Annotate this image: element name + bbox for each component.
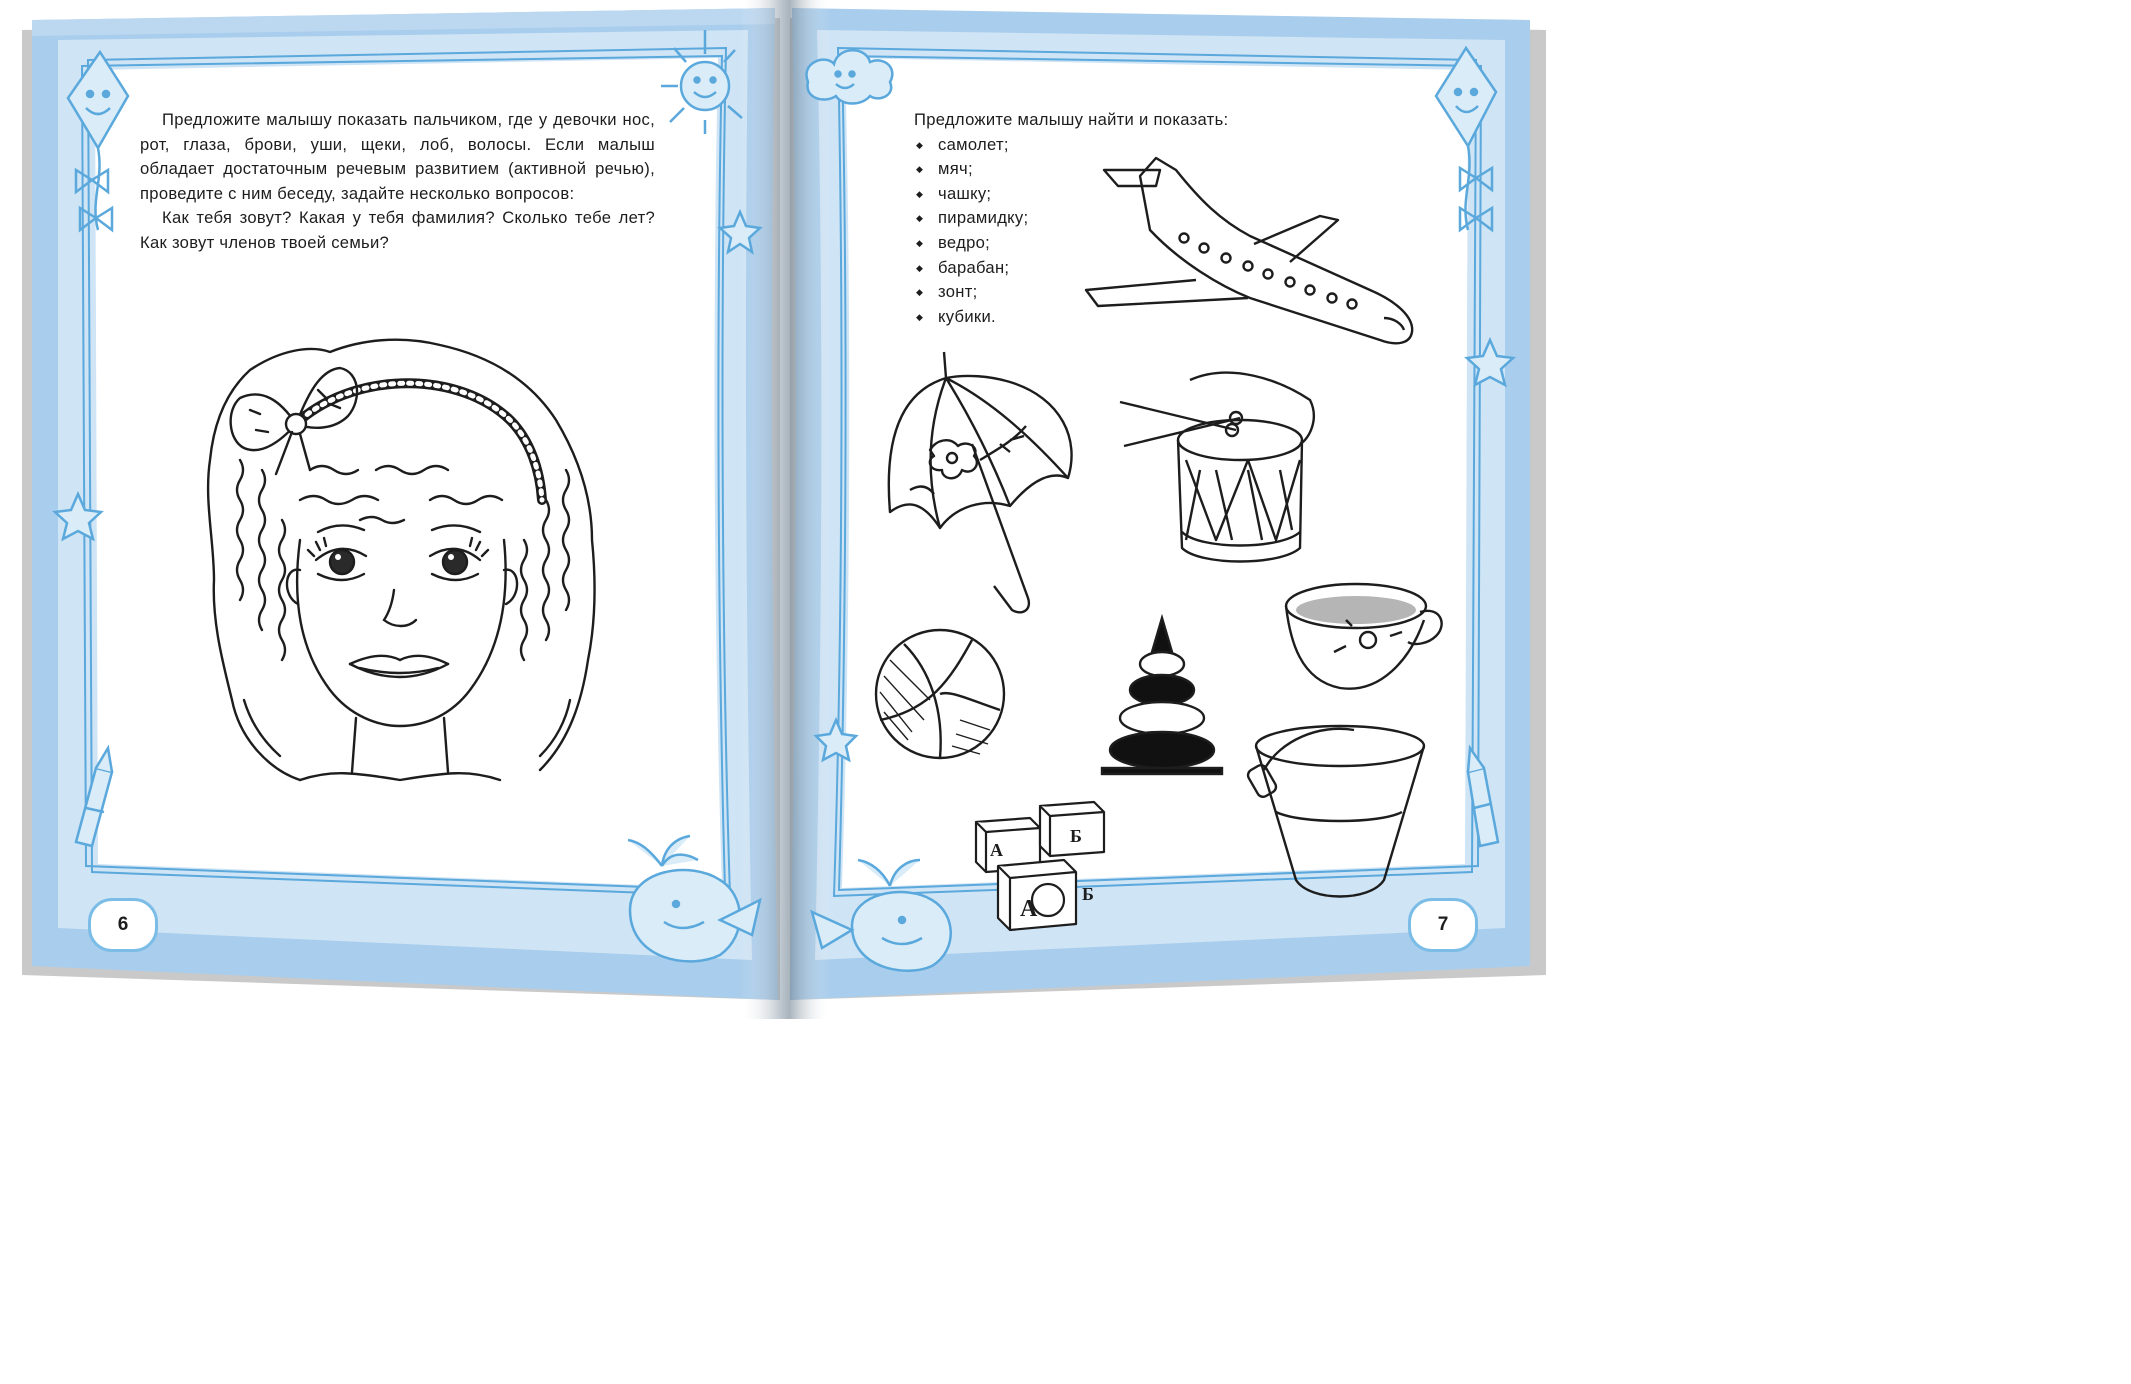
left-questions-paragraph: Как тебя зовут? Какая у тебя фамилия? Сколько тебе лет? Как зовут членов твоей семьи? <box>140 208 655 252</box>
right-intro-paragraph: Предложите малышу найти и показать: <box>914 110 1229 129</box>
block-letter: Б <box>1082 884 1094 904</box>
right-page-text <box>914 108 1334 329</box>
block-letter: Б <box>1070 826 1082 846</box>
items-list <box>914 133 1334 330</box>
list-item: ◆ пирамидку; <box>914 206 1334 231</box>
gutter-shadow <box>740 0 830 1019</box>
block-letter: А <box>990 840 1003 860</box>
list-item: ◆ зонт; <box>914 280 1334 305</box>
left-page-text <box>140 108 655 256</box>
list-item: ◆ самолет; <box>914 133 1334 158</box>
page-number-label: 6 <box>117 914 129 935</box>
list-item: ◆ чашку; <box>914 182 1334 207</box>
list-item: ◆ барабан; <box>914 256 1334 281</box>
page-number-right <box>1408 898 1478 952</box>
page-number-left <box>88 898 158 952</box>
block-letter: А <box>1020 896 1038 922</box>
left-intro-paragraph: Предложите малышу показать пальчиком, где у девочки нос, рот, глаза, брови, уши, щеки, лоб, волосы. Если малыш обладает достаточным речевым развитием (активной речью), проведите с ним беседу, задайте несколько вопросов: <box>140 110 655 203</box>
list-item: ◆ ведро; <box>914 231 1334 256</box>
list-item: ◆ мяч; <box>914 157 1334 182</box>
list-item: ◆ кубики. <box>914 305 1334 330</box>
page-number-label: 7 <box>1437 914 1449 935</box>
